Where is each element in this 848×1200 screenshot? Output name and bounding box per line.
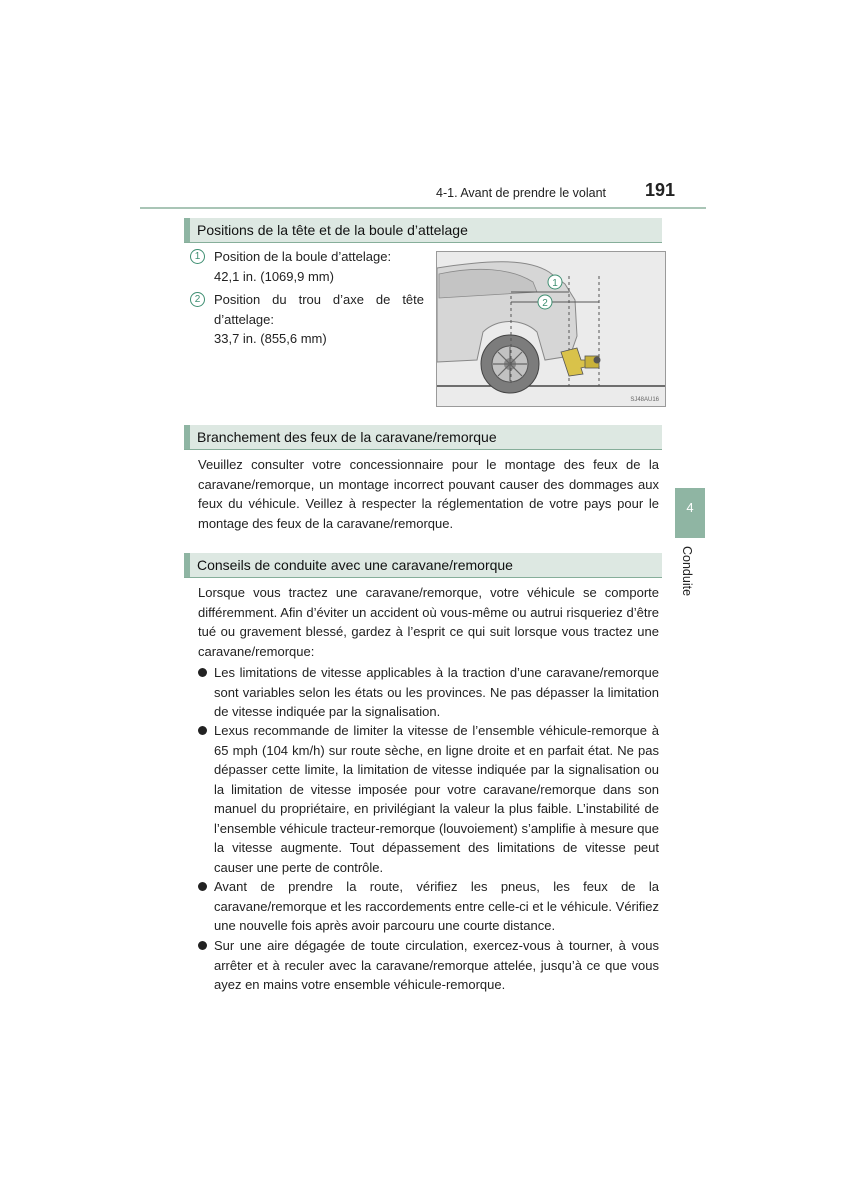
bullet-icon [198,668,207,677]
section-heading-bar [184,218,190,242]
hitch-illustration [436,251,666,407]
driving-tips-intro: Lorsque vous tractez une caravane/remorque, votre véhicule se comporte différemment. Afin d’éviter un accident où vous-même ou autrui risqueriez d’être tué ou gravement blessé, gardez à l’esprit ce qui suit lorsque vous tractez une caravane/remorque: [198,585,659,659]
bullet-icon [198,941,207,950]
svg-text:1: 1 [552,278,558,289]
chapter-number: 4 [686,500,694,515]
page-number: 191 [645,180,676,200]
bullet-item [198,877,659,936]
item-value: 42,1 in. (1069,9 mm) [214,268,334,284]
list-item-pin-position [190,290,424,349]
bullet-icon [198,882,207,891]
bullet-text: Sur une aire dégagée de toute circulation, exercez-vous à tourner, à vous arrêter et à reculer avec la caravane/remorque attelée, jusqu’à ce que vous ayez en mains votre ensemble véhicule-remorque. [214,938,659,992]
section-heading-bar [184,553,190,577]
bullet-text: Lexus recommande de limiter la vitesse de l’ensemble véhicule-remorque à 65 mph (104 km/h) sur route sèche, en ligne droite et en parfait état. Ne pas dépasser cette limite, la limitation de vitesse indiquée par la signalisation ou la limitation de vitesse imposée pour votre caravane/remorque dans son manuel du propriétaire, en privilégiant la valeur la plus faible. L’instabilité de l’ensemble véhicule tracteur-remorque (louvoiement) s’amplifie à mesure que la vitesse augmente. Tout dépassement des limitations de vitesse peut causer une perte de contrôle. [214,723,659,875]
header-divider [140,207,706,209]
chapter-label: Conduite [680,546,694,597]
svg-text:2: 2 [542,298,548,309]
section-heading-trailer-lights [184,425,662,450]
vehicle-rear-drawing [437,252,665,406]
list-item-ball-position [190,247,424,286]
bullet-item [198,663,659,722]
section-heading-text: Branchement des feux de la caravane/remorque [197,429,497,445]
section-heading-hitch-positions [184,218,662,243]
bullet-icon [198,726,207,735]
section-heading-text: Positions de la tête et de la boule d’attelage [197,222,468,238]
figure-code: SJ48AU16 [630,397,659,403]
section-heading-driving-tips [184,553,662,578]
bullet-text: Les limitations de vitesse applicables à la traction d’une caravane/remorque sont variables selon les états ou les provinces. Ne pas dépasser la limitation de vitesse indiquée par la signalisation. [214,665,659,719]
item-value: 33,7 in. (855,6 mm) [214,331,327,346]
section-heading-text: Conseils de conduite avec une caravane/remorque [197,557,513,573]
bullet-item [198,936,659,995]
item-label: Position de la boule d’attelage: [214,249,392,264]
callout-number-icon: 1 [190,249,205,264]
running-header: 4-1. Avant de prendre le volant [436,186,607,200]
item-label: Position du trou d’axe de tête d’attelage: [214,292,424,327]
section-heading-bar [184,425,190,449]
trailer-lights-paragraph: Veuillez consulter votre concessionnaire pour le montage des feux de la caravane/remorque, un montage incorrect pouvant causer des dommages aux feux du véhicule. Veillez à respecter la réglementation de votre pays pour le montage des feux de la caravane/remorque. [198,457,659,531]
bullet-item [198,721,659,877]
bullet-text: Avant de prendre la route, vérifiez les pneus, les feux de la caravane/remorque et les raccordements entre celle-ci et le véhicule. Vérifiez une nouvelle fois après avoir parcouru une courte distance. [214,879,659,933]
callout-number-icon: 2 [190,292,205,307]
